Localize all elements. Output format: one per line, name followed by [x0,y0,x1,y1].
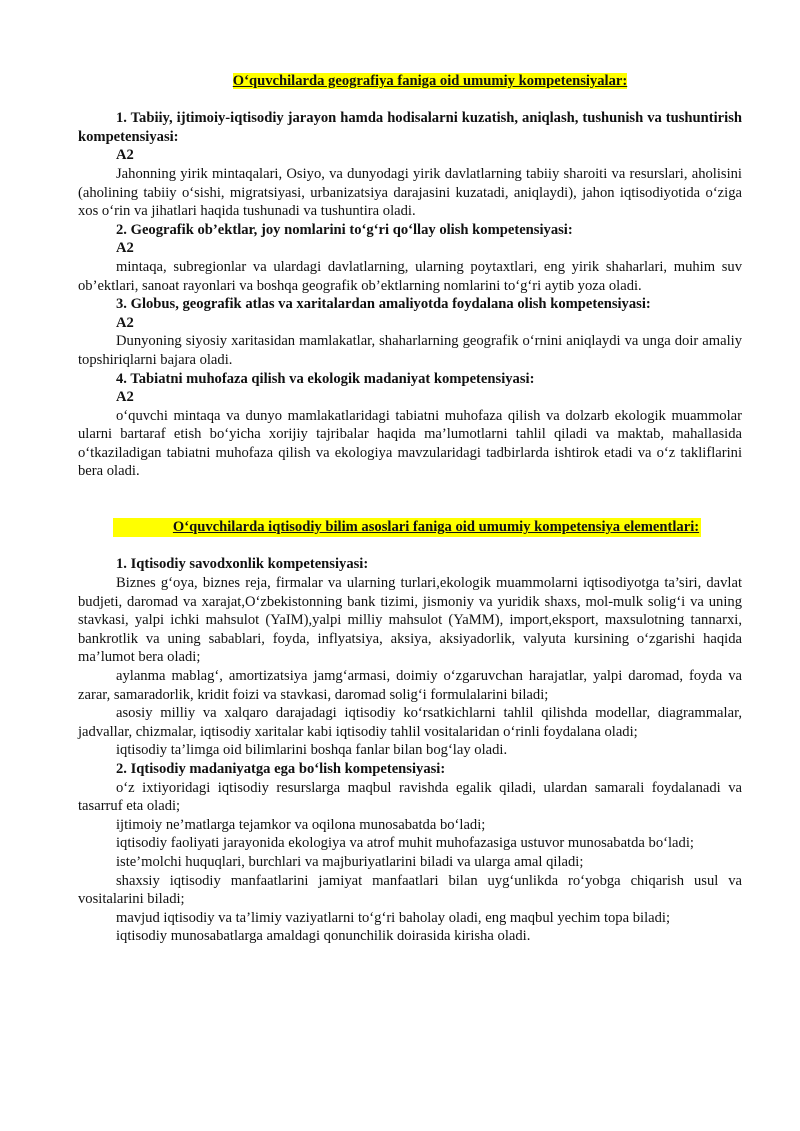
section2-title-text: O‘quvchilarda iqtisodiy bilim asoslari faniga oid umumiy kompetensiya elementlari: [113,518,701,537]
competency-heading: 2. Iqtisodiy madaniyatga ega bo‘lish kompetensiyasi: [116,760,446,777]
competency-level: A2 [116,240,134,257]
section1-title [78,72,742,91]
competency-heading: 1. Iqtisodiy savodxonlik kompetensiyasi: [116,556,369,573]
competency-paragraph: iqtisodiy ta’limga oid bilimlarini boshqa fanlar bilan bog‘lay oladi. [116,742,508,759]
section2-title [78,518,742,537]
spacer [78,537,742,556]
competency-text: Jahonning yirik mintaqalari, Osiyo, va dunyodagi yirik davlatlarning tabiiy sharoiti va resurslari, aholisini (aholining tabiiy o‘sishi, migratsiyasi, urbanizatsiya darajasini kuzatadi, aniqlaydi), jahon iqtisodiyotida o‘ziga xos o‘rin va jihatlari haqida tushunadi va tushuntira oladi. [78,165,742,220]
competency-heading: 3. Globus, geografik atlas va xaritalardan amaliyotda foydalana olish kompetensiyasi: [116,296,651,313]
competency-paragraph: asosiy milliy va xalqaro darajadagi iqtisodiy ko‘rsatkichlarni tahlil qilishda modellar, diagrammalar, jadvallar, chizmalar, iqtisodiy xaritalar kabi iqtisodiy tahlil vositalaridan o‘rinli foydalana oladi; [78,705,742,740]
competency-paragraph: iqtisodiy faoliyati jarayonida ekologiya va atrof muhit muhofazasiga ustuvor munosabatda bo‘ladi; [116,835,694,852]
competency-paragraph: ijtimoiy ne’matlarga tejamkor va oqilona munosabatda bo‘ladi; [116,816,486,833]
competency-level: A2 [116,147,134,164]
section1-title-text: O‘quvchilarda geografiya faniga oid umumiy kompetensiyalar: [232,73,628,89]
spacer [78,91,742,110]
competency-paragraph: iste’molchi huquqlari, burchlari va majburiyatlarini biladi va ularga amal qiladi; [116,853,584,870]
competency-heading: 1. Tabiiy, ijtimoiy-iqtisodiy jarayon hamda hodisalarni kuzatish, aniqlash, tushunish va tushuntirish kompetensiyasi: [78,110,742,145]
competency-text: Dunyoning siyosiy xaritasidan mamlakatlar, shaharlarning geografik o‘rnini aniqlaydi va unga doir amaliy topshiriqlarni bajara oladi. [78,333,742,368]
competency-paragraph: shaxsiy iqtisodiy manfaatlarini jamiyat manfaatlari bilan uyg‘unlikda ro‘yobga chiqarish usul va vositalarini biladi; [78,872,742,908]
competency-text: o‘quvchi mintaqa va dunyo mamlakatlaridagi tabiatni muhofaza qilish va dolzarb ekologik muammolar ularni bartaraf etish bo‘yicha xorijiy tajribalar haqida ma’lumotlarni tahlil qiladi va maktab, mahallasida o‘tkaziladigan tabiatni muhofaza qilish va ekologiya mavzularidagi tadbirlarda ishtirok etadi va o‘z takliflarini bera oladi. [78,407,742,480]
competency-text: mintaqa, subregionlar va ulardagi davlatlarning, ularning poytaxtlari, eng yirik shaharlari, muhim suv ob’ektlari, sanoat rayonlari va boshqa geografik ob’ektlarning nomlarini to‘g‘ri aytib yoza oladi. [78,258,742,294]
competency-paragraph: aylanma mablag‘, amortizatsiya jamg‘armasi, doimiy o‘zgaruvchan harajatlar, yalpi daromad, foyda va zarar, samaradorlik, kridit foizi va stavkasi, daromad solig‘i formulalarini biladi; [78,668,742,703]
spacer [78,481,742,500]
competency-level: A2 [116,389,134,406]
competency-heading: 2. Geografik ob’ektlar, joy nomlarini to‘g‘ri qo‘llay olish kompetensiyasi: [116,221,573,238]
competency-paragraph: mavjud iqtisodiy va ta’limiy vaziyatlarni to‘g‘ri baholay oladi, eng maqbul yechim topa biladi; [116,909,671,926]
spacer [78,500,742,519]
document-page [78,72,742,946]
competency-paragraph: iqtisodiy munosabatlarga amaldagi qonunchilik doirasida kirisha oladi. [116,928,531,945]
competency-heading: 4. Tabiatni muhofaza qilish va ekologik madaniyat kompetensiyasi: [116,370,535,387]
competency-paragraph: o‘z ixtiyoridagi iqtisodiy resurslarga maqbul ravishda egalik qiladi, ulardan samarali foydalanadi va tasarruf eta oladi; [78,779,742,815]
competency-level: A2 [116,314,134,331]
competency-paragraph: Biznes g‘oya, biznes reja, firmalar va ularning turlari,ekologik muammolarni iqtisodiyotga ta’siri, davlat budjeti, daromad va xarajat,O‘zbekistonning bank tizimi, jismoniy va yuridik shaxs, mol-mulk solig‘i va uning stavkasi, yalpi ichki mahsulot (YaIM),yalpi milliy mahsulot (YaMM), import,eksport, maxsulotning tannarxi, bankrotlik va uning sabablari, foyda, inflyatsiya, aksiya, aksiyadorlik, valyuta kursining o‘zgarishi haqida ma’lumot bera oladi; [78,575,742,666]
